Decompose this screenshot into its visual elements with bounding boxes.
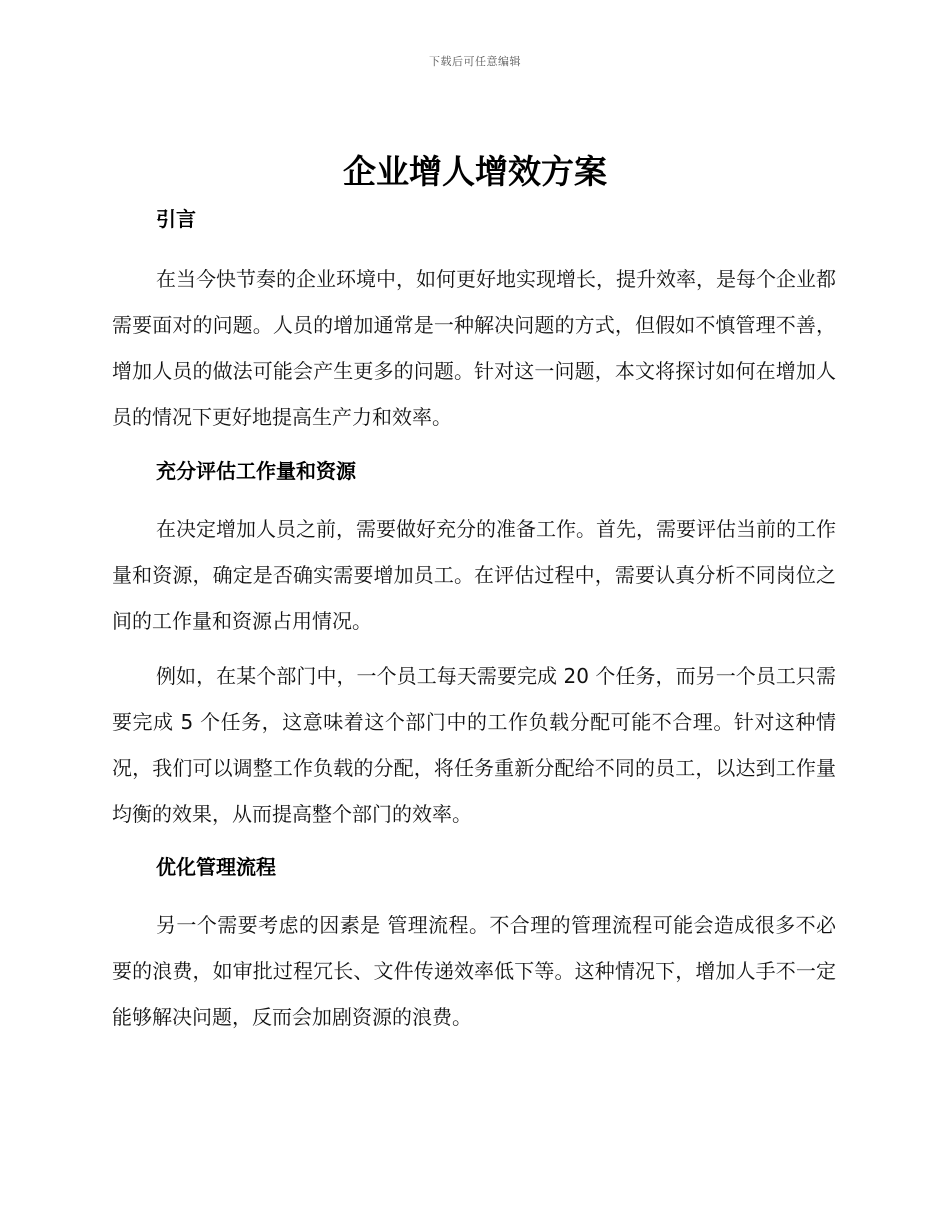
paragraph-workload-2: 例如，在某个部门中，一个员工每天需要完成 20 个任务，而另一个员工只需要完成 5 个任务，这意味着这个部门中的工作负载分配可能不合理。针对这种情况，我们可以调整工作负载的分配，将任务重新分配给不同的员工，以达到工作量均衡的效果，从而提高整个部门的效率。 [112,664,836,826]
document-title: 企业增人增效方案 [343,152,607,191]
section-heading-introduction: 引言 [156,207,196,231]
page-header-note: 下载后可任意编辑 [429,55,521,68]
section-heading-management: 优化管理流程 [156,855,276,879]
paragraph-workload-1: 在决定增加人员之前，需要做好充分的准备工作。首先，需要评估当前的工作量和资源，确定是否确实需要增加员工。在评估过程中，需要认真分析不同岗位之间的工作量和资源占用情况。 [112,517,836,633]
paragraph-introduction: 在当今快节奏的企业环境中，如何更好地实现增长，提升效率，是每个企业都需要面对的问题。人员的增加通常是一种解决问题的方式，但假如不慎管理不善，增加人员的做法可能会产生更多的问题。针对这一问题，本文将探讨如何在增加人员的情况下更好地提高生产力和效率。 [112,267,836,429]
paragraph-management: 另一个需要考虑的因素是 管理流程。不合理的管理流程可能会造成很多不必要的浪费，如审批过程冗长、文件传递效率低下等。这种情况下，增加人手不一定能够解决问题，反而会加剧资源的浪费。 [112,913,836,1029]
section-heading-workload: 充分评估工作量和资源 [156,459,356,483]
